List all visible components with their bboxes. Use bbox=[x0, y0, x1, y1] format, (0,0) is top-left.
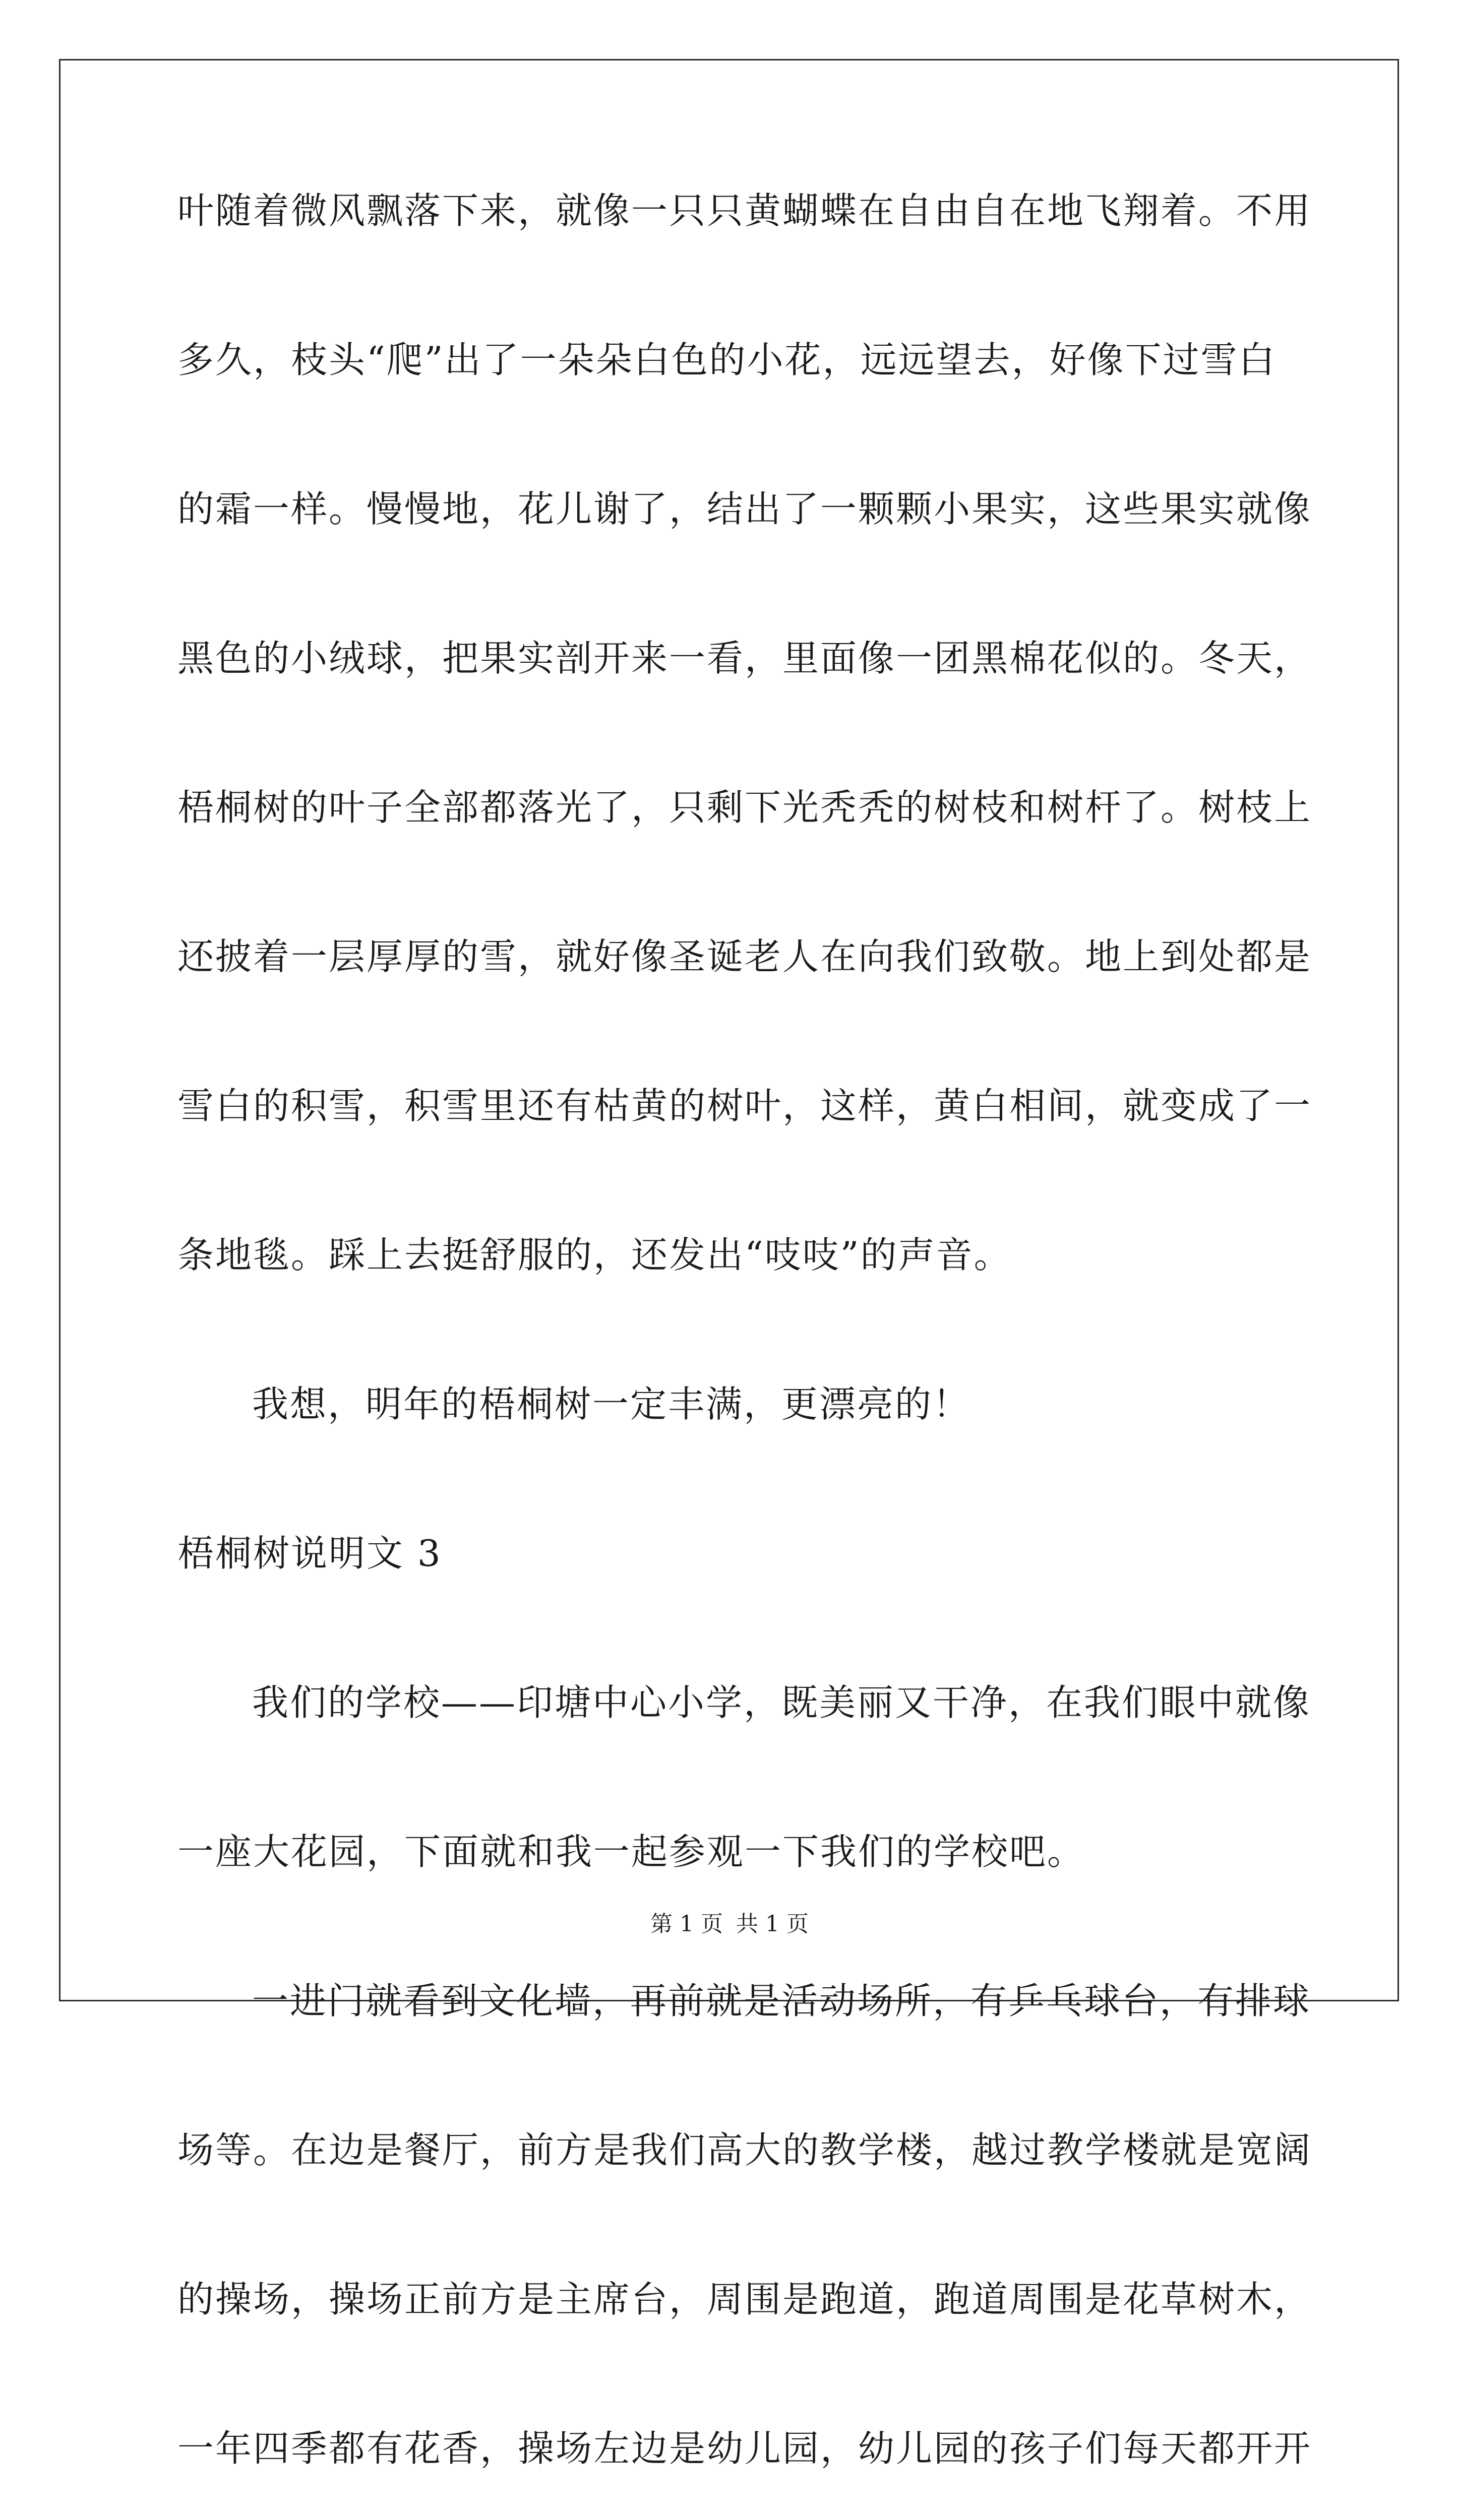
paragraph-line: 我想，明年的梧桐树一定丰满，更漂亮的！ bbox=[252, 1383, 971, 1425]
text-line: 多久，枝头“爬”出了一朵朵白色的小花，远远望去，好像下过雪白 bbox=[177, 339, 1276, 381]
paragraph-line: 一进门就看到文化墙，再前就是活动场所，有乒乓球台，有排球 bbox=[252, 1980, 1311, 2022]
text-line: 场等。在边是餐厅，前方是我们高大的教学楼，越过教学楼就是宽阔 bbox=[177, 2129, 1312, 2171]
section-heading: 梧桐树说明文 3 bbox=[177, 1532, 442, 1574]
page-footer bbox=[0, 1909, 1459, 1939]
text-line: 的霜一样。慢慢地，花儿谢了，结出了一颗颗小果实，这些果实就像 bbox=[177, 488, 1312, 530]
text-line: 黑色的小绒球，把果实剖开来一看，里面像一团黑棉花似的。冬天， bbox=[177, 637, 1312, 679]
page-number: 第 1 页 bbox=[650, 1911, 723, 1937]
text-line: 梧桐树的叶子全部都落光了，只剩下光秃秃的树枝和树杆了。树枝上 bbox=[177, 786, 1312, 829]
text-line: 条地毯。踩上去挺舒服的，还发出“吱吱”的声音。 bbox=[177, 1234, 1012, 1276]
text-line: 一年四季都有花香，操场左边是幼儿园，幼儿园的孩子们每天都开开 bbox=[177, 2427, 1312, 2470]
text-line: 的操场，操场正前方是主席台，周围是跑道，跑道周围是花草树木， bbox=[177, 2278, 1312, 2320]
text-line: 雪白的积雪，积雪里还有枯黄的树叶，这样，黄白相间，就变成了一 bbox=[177, 1085, 1312, 1127]
paragraph-line: 我们的学校——印塘中心小学，既美丽又干净，在我们眼中就像 bbox=[252, 1681, 1311, 1724]
text-line: 还披着一层厚厚的雪，就好像圣诞老人在向我们致敬。地上到处都是 bbox=[177, 935, 1312, 978]
document-body bbox=[177, 186, 1312, 2520]
page-total: 共 1 页 bbox=[736, 1911, 809, 1937]
text-line: 叶随着微风飘落下来，就像一只只黄蝴蝶在自由自在地飞翔着。不用 bbox=[177, 190, 1312, 232]
text-line: 一座大花园，下面就和我一起参观一下我们的学校吧。 bbox=[177, 1831, 1085, 1873]
